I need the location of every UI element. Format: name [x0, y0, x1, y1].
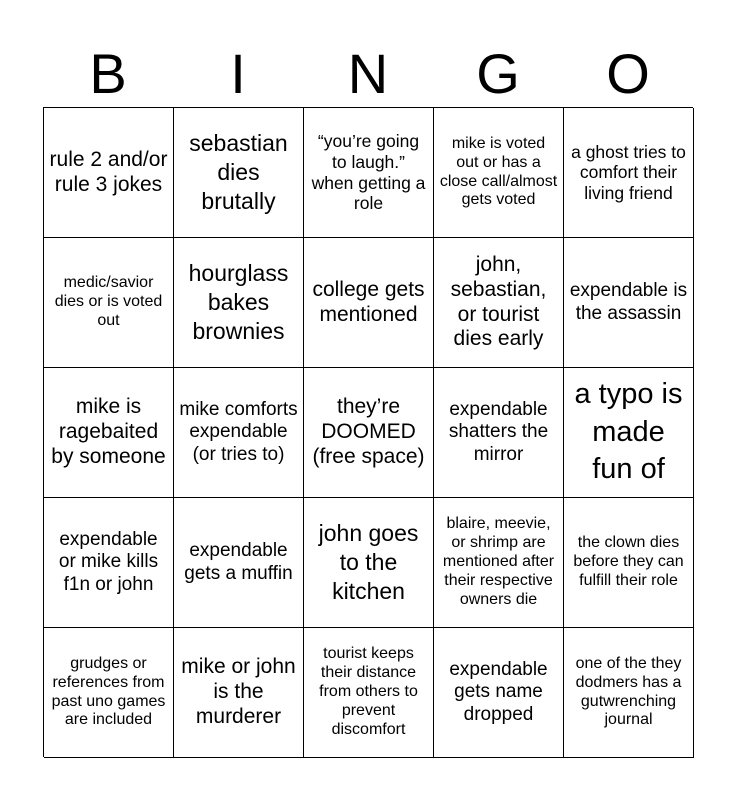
header-letter-i: I [230, 42, 246, 105]
bingo-cell[interactable]: the clown dies before they can fulfill their role [564, 498, 694, 628]
bingo-cell[interactable]: john, sebastian, or tourist dies early [434, 238, 564, 368]
bingo-cell[interactable]: mike comforts expendable (or tries to) [174, 368, 304, 498]
bingo-cell[interactable]: “you’re going to laugh.” when getting a role [304, 108, 434, 238]
bingo-cell[interactable]: hourglass bakes brownies [174, 238, 304, 368]
bingo-cell[interactable]: sebastian dies brutally [174, 108, 304, 238]
bingo-cell[interactable]: one of the they dodmers has a gutwrenching journal [564, 628, 694, 758]
bingo-cell-free-space[interactable]: they’re DOOMED (free space) [304, 368, 434, 498]
header-letter-g: G [476, 42, 520, 105]
bingo-cell[interactable]: expendable or mike kills f1n or john [44, 498, 174, 628]
bingo-cell[interactable]: grudges or references from past uno games are included [44, 628, 174, 758]
bingo-cell[interactable]: expendable gets a muffin [174, 498, 304, 628]
bingo-cell[interactable]: tourist keeps their distance from others to prevent discomfort [304, 628, 434, 758]
bingo-cell[interactable]: college gets mentioned [304, 238, 434, 368]
bingo-cell[interactable]: rule 2 and/or rule 3 jokes [44, 108, 174, 238]
bingo-cell[interactable]: a typo is made fun of [564, 368, 694, 498]
bingo-cell[interactable]: mike is voted out or has a close call/almost gets voted [434, 108, 564, 238]
bingo-cell[interactable]: blaire, meevie, or shrimp are mentioned after their respective owners die [434, 498, 564, 628]
bingo-cell[interactable]: john goes to the kitchen [304, 498, 434, 628]
bingo-header [43, 42, 693, 106]
bingo-card-grid [43, 107, 693, 757]
header-letter-n: N [347, 42, 389, 105]
bingo-cell[interactable]: mike is ragebaited by someone [44, 368, 174, 498]
bingo-cell[interactable]: mike or john is the murderer [174, 628, 304, 758]
header-letter-o: O [606, 42, 650, 105]
bingo-cell[interactable]: expendable gets name dropped [434, 628, 564, 758]
bingo-cell[interactable]: medic/savior dies or is voted out [44, 238, 174, 368]
bingo-cell[interactable]: a ghost tries to comfort their living friend [564, 108, 694, 238]
bingo-cell[interactable]: expendable is the assassin [564, 238, 694, 368]
header-letter-b: B [89, 42, 127, 105]
bingo-cell[interactable]: expendable shatters the mirror [434, 368, 564, 498]
